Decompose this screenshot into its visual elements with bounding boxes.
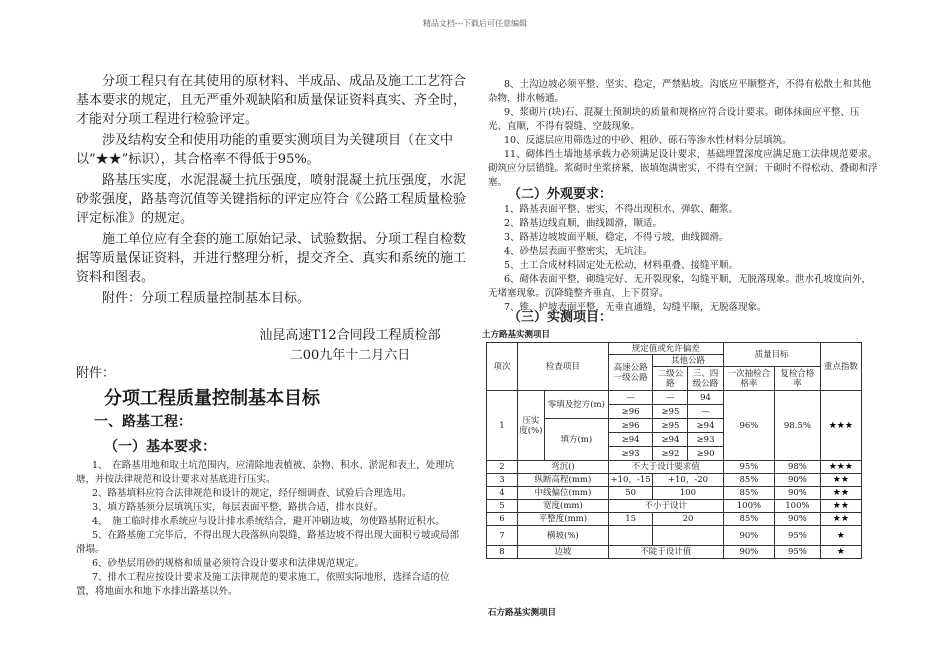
table-cell: 2 [487, 461, 518, 474]
header-other: 其他公路 [653, 355, 723, 367]
header-spec: 规定值或允许偏差 [608, 343, 723, 355]
table-cell: ≥95 [653, 419, 688, 433]
key-stars: ★ [820, 546, 861, 559]
table-cell: 8 [487, 546, 518, 559]
key-stars: ★★★ [820, 461, 861, 474]
table-cell: 不小于设计 [608, 500, 723, 513]
table-cell: 6 [487, 513, 518, 526]
list-item: 5、土工合成材料固定处无松动，材料重叠、接缝平顺。 [504, 260, 739, 271]
header-class2: 二级公路 [653, 367, 688, 391]
table-cell: 100% [723, 500, 775, 513]
org-name: 汕昆高速T12合同段工程质检部 [259, 328, 441, 343]
table-cell: 4 [487, 487, 518, 500]
table-cell: 横坡(%) [517, 526, 608, 546]
list-item: 5、在路基施工完毕后，不得出现大段落纵向裂缝，路基边坡不得出现大面积亏坡或局部滑塌。 [76, 530, 460, 555]
table-cell: 不陡于设计值 [608, 546, 723, 559]
table-cell: ≥93 [608, 447, 653, 461]
table-cell: 90% [775, 513, 820, 526]
table-cell: 85% [723, 487, 775, 500]
table-cell: 85% [723, 513, 775, 526]
table-cell: 95% [775, 526, 820, 546]
paragraph: 涉及结构安全和使用功能的重要实测项目为关键项目（在文中以“★★”标识），其合格率不得低于95%。 [76, 133, 454, 167]
table-cell: 90% [775, 487, 820, 500]
table-cell: ≥95 [653, 405, 688, 419]
table-cell: 中线偏位(mm) [517, 487, 608, 500]
list-item: 7、排水工程应按设计要求及施工法律规范的要求施工，依照实际地形，选择合适的位置，将地面水和地下水排出路基以外。 [76, 572, 450, 597]
header-key: 重点指数 [820, 343, 861, 391]
table-cell: ≥93 [688, 433, 723, 447]
table-cell: 95% [775, 546, 820, 559]
table-cell: 90% [723, 546, 775, 559]
header-class34: 三、四级公路 [688, 367, 723, 391]
table-cell: 3 [487, 474, 518, 487]
header-recheck: 复检合格率 [775, 367, 820, 391]
requirements-list [76, 459, 468, 599]
header-item: 检查项目 [517, 343, 608, 391]
list-item: 3、填方路基须分层填筑压实，每层表面平整，路拱合适，排水良好。 [92, 502, 384, 513]
table-cell: 纵断高程(mm) [517, 474, 608, 487]
attachment-label: 附件： [76, 366, 116, 381]
list-item: 11、砌体挡土墙地基承载力必须满足设计要求，基础埋置深度应满足施工法律规范要求。砌筑应分层错缝。浆砌时坐浆挤紧，嵌填饱满密实，不得有空洞；干砌时不得松动、叠砌和浮塞。 [488, 149, 878, 188]
table-cell: 100 [653, 487, 723, 500]
key-stars: ★★ [820, 487, 861, 500]
left-intro [76, 72, 466, 308]
table-cell: 压实度(%) [517, 391, 544, 461]
subsection-title: （三）实测项目： [508, 310, 613, 325]
table-cell: 弯沉() [517, 461, 608, 474]
paragraph: 施工单位应有全套的施工原始记录、试验数据、分项工程自检数据等质量保证资料，并进行整理分析，提交齐全、真实和系统的施工资料和图表。 [76, 232, 467, 285]
list-item: 1、 在路基用地和取土坑范围内，应清除地表植被、杂物、积水、淤泥和表土，处理坑塘，并按法律规范和设计要求对基底进行压实。 [76, 460, 455, 485]
key-stars: ★★ [820, 513, 861, 526]
key-stars: ★★ [820, 474, 861, 487]
list-item: 8、土沟边坡必须平整、坚实、稳定，严禁贴坡。沟底应平顺整齐，不得有松散土和其他杂物，排水畅通。 [488, 79, 872, 104]
table-cell: 7 [487, 526, 518, 546]
appearance-list [488, 203, 880, 315]
table-cell: ≥94 [653, 433, 688, 447]
table-caption: 土方路基实测项目 [482, 330, 551, 340]
table-cell: 100% [775, 500, 820, 513]
table-cell: 零填及挖方(m) [544, 391, 608, 419]
key-stars: ★ [820, 526, 861, 546]
header-target: 质量目标 [723, 343, 820, 367]
earthwork-subgrade-table [486, 342, 862, 559]
table-cell: 不大于设计要求值 [608, 461, 723, 474]
list-item: 6、砌体表面平整，砌缝完好、无开裂现象，勾缝平顺，无脱落现象。泄水孔坡度向外，无堵塞现象。沉降缝整齐垂直，上下贯穿。 [488, 274, 872, 299]
continued-requirements [488, 78, 878, 190]
table-cell: 95% [723, 461, 775, 474]
table-cell: — [688, 405, 723, 419]
table-cell [653, 526, 723, 546]
list-item: 7、锥、护坡表面平整，无垂直通缝，勾缝平顺，无脱落现象。 [504, 302, 767, 313]
key-stars: ★★ [820, 500, 861, 513]
key-stars: ★★★ [820, 391, 861, 461]
table-cell: ≥96 [608, 405, 653, 419]
table-cell: +10，-20 [653, 474, 723, 487]
list-item: 4、砂垫层表面平整密实，无坑洼。 [504, 246, 653, 257]
table-cell: 94 [688, 391, 723, 405]
table-cell: +10，-15 [608, 474, 653, 487]
table-cell: — [608, 391, 653, 405]
table-cell: 50 [608, 487, 653, 500]
subsection-title: （一）基本要求： [104, 439, 216, 455]
list-item: 9、浆砌片(块)石、混凝土预制块的质量和规格应符合设计要求。砌体抹面应平整、压光、直顺，不得有裂缝、空鼓现象。 [488, 107, 860, 132]
table-cell: ≥96 [608, 419, 653, 433]
list-item: 2、路基填料应符合法律规范和设计的规定，经仔细调查、试验后合理选用。 [92, 488, 412, 499]
list-item: 2、路基边线直顺，曲线圆滑，顺适。 [504, 218, 663, 229]
table-cell: 98.5% [775, 391, 820, 461]
list-item: 4、 施工临时排水系统应与设计排水系统结合，避开冲刷边坡，勿使路基附近积水。 [92, 516, 445, 527]
table-cell: 90% [723, 526, 775, 546]
table-cell: ≥92 [653, 447, 688, 461]
table-cell: 平整度(mm) [517, 513, 608, 526]
table-cell: ≥94 [608, 433, 653, 447]
table-cell: 96% [723, 391, 775, 461]
table-cell: — [653, 391, 688, 405]
paragraph: 分项工程只有在其使用的原材料、半成品、成品及施工工艺符合基本要求的规定，且无严重外观缺陷和质量保证资料真实、齐全时，才能对分项工程进行检验评定。 [76, 74, 467, 127]
list-item: 10、反滤层应用筛选过的中砂、粗砂、砾石等渗水性材料分层填筑。 [504, 135, 792, 146]
table-cell: 15 [608, 513, 653, 526]
list-item: 6、砂垫层用砂的规格和质量必须符合设计要求和法律规范规定。 [92, 558, 365, 569]
paragraph: 附件：分项工程质量控制基本目标。 [102, 291, 311, 306]
issue-date: 二00九年十二月六日 [289, 348, 411, 363]
paragraph: 路基压实度，水泥混凝土抗压强度，喷射混凝土抗压强度，水泥砂浆强度，路基弯沉值等关键指标的评定应符合《公路工程质量检验评定标准》的规定。 [76, 173, 467, 226]
table-cell: 宽度(mm) [517, 500, 608, 513]
list-item: 3、路基边坡坡面平顺，稳定，不得亏坡，曲线圆滑。 [504, 232, 729, 243]
table-caption: 石方路基实测项目 [488, 608, 557, 618]
header-first: 一次抽检合格率 [723, 367, 775, 391]
table-cell: 20 [653, 513, 723, 526]
main-title: 分项工程质量控制基本目标 [104, 388, 320, 409]
table-cell: ≥90 [688, 447, 723, 461]
header-highway: 高速公路一级公路 [608, 355, 653, 391]
table-cell [608, 526, 653, 546]
header-note: 精品文档---下载后可任意编辑 [422, 19, 528, 28]
list-item: 1、路基表面平整、密实，不得出现积水、弹软、翻浆。 [504, 204, 739, 215]
table-cell: 85% [723, 474, 775, 487]
table-cell: 边坡 [517, 546, 608, 559]
table-cell: 5 [487, 500, 518, 513]
subsection-title: （二）外观要求： [508, 187, 613, 202]
section-title: 一、路基工程： [94, 414, 192, 430]
table-cell: 填方(m) [544, 419, 608, 461]
table-cell: 98% [775, 461, 820, 474]
table-cell: 90% [775, 474, 820, 487]
header-seq: 项次 [487, 343, 518, 391]
table-cell: ≥94 [688, 419, 723, 433]
table-cell: 1 [487, 391, 518, 461]
